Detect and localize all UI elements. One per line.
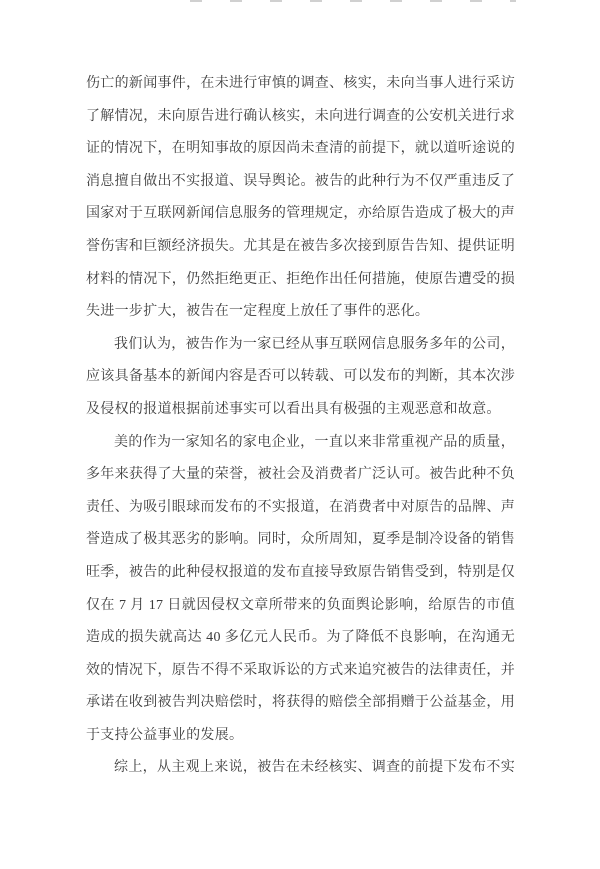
clipped-text-top-edge-artifact — [190, 0, 516, 2]
text-line: 仅在 7 月 17 日就因侵权文章所带来的负面舆论影响，给原告的市值 — [86, 597, 515, 613]
text-line: 国家对于互联网新闻信息服务的管理规定，亦给原告造成了极大的声 — [86, 206, 515, 222]
text-line: 消息擅自做出不实报道、误导舆论。被告的此种行为不仅严重违反了 — [86, 173, 515, 189]
text-line: 责任、为吸引眼球而发布的不实报道，在消费者中对原告的品牌、声 — [86, 499, 515, 515]
text-line: 了解情况，未向原告进行确认核实，未向进行调查的公安机关进行求 — [86, 108, 515, 124]
text-line: 旺季，被告的此种侵权报道的发布直接导致原告销售受到，特别是仅 — [86, 564, 515, 580]
text-line: 及侵权的报道根据前述事实可以看出具有极强的主观恶意和故意。 — [86, 401, 501, 417]
text-line: 效的情况下，原告不得不采取诉讼的方式来追究被告的法律责任，并 — [86, 662, 515, 678]
text-line: 应该具备基本的新闻内容是否可以转载、可以发布的判断，其本次涉 — [86, 369, 515, 385]
document-text-block — [86, 68, 515, 785]
text-line: 我们认为，被告作为一家已经从事互联网信息服务多年的公司， — [114, 336, 515, 352]
text-line: 多年来获得了大量的荣誉，被社会及消费者广泛认可。被告此种不负 — [86, 467, 515, 483]
text-line: 证的情况下，在明知事故的原因尚未查清的前提下，就以道听途说的 — [86, 141, 515, 157]
text-line: 美的作为一家知名的家电企业，一直以来非常重视产品的质量， — [114, 434, 515, 450]
text-line: 誉造成了极其恶劣的影响。同时，众所周知，夏季是制冷设备的销售 — [86, 532, 515, 548]
text-line: 伤亡的新闻事件，在未进行审慎的调查、核实，未向当事人进行采访 — [86, 76, 515, 91]
text-line: 造成的损失就高达 40 多亿元人民币。为了降低不良影响，在沟通无 — [86, 630, 515, 646]
text-line: 失进一步扩大，被告在一定程度上放任了事件的恶化。 — [86, 304, 430, 320]
text-line: 材料的情况下，仍然拒绝更正、拒绝作出任何措施，使原告遭受的损 — [86, 271, 515, 287]
text-line: 于支持公益事业的发展。 — [86, 727, 244, 743]
text-line: 承诺在收到被告判决赔偿时，将获得的赔偿全部捐赠于公益基金，用 — [86, 695, 515, 711]
text-line: 誉伤害和巨额经济损失。尤其是在被告多次接到原告告知、提供证明 — [86, 238, 515, 254]
text-line: 综上，从主观上来说，被告在未经核实、调查的前提下发布不实 — [114, 760, 515, 776]
